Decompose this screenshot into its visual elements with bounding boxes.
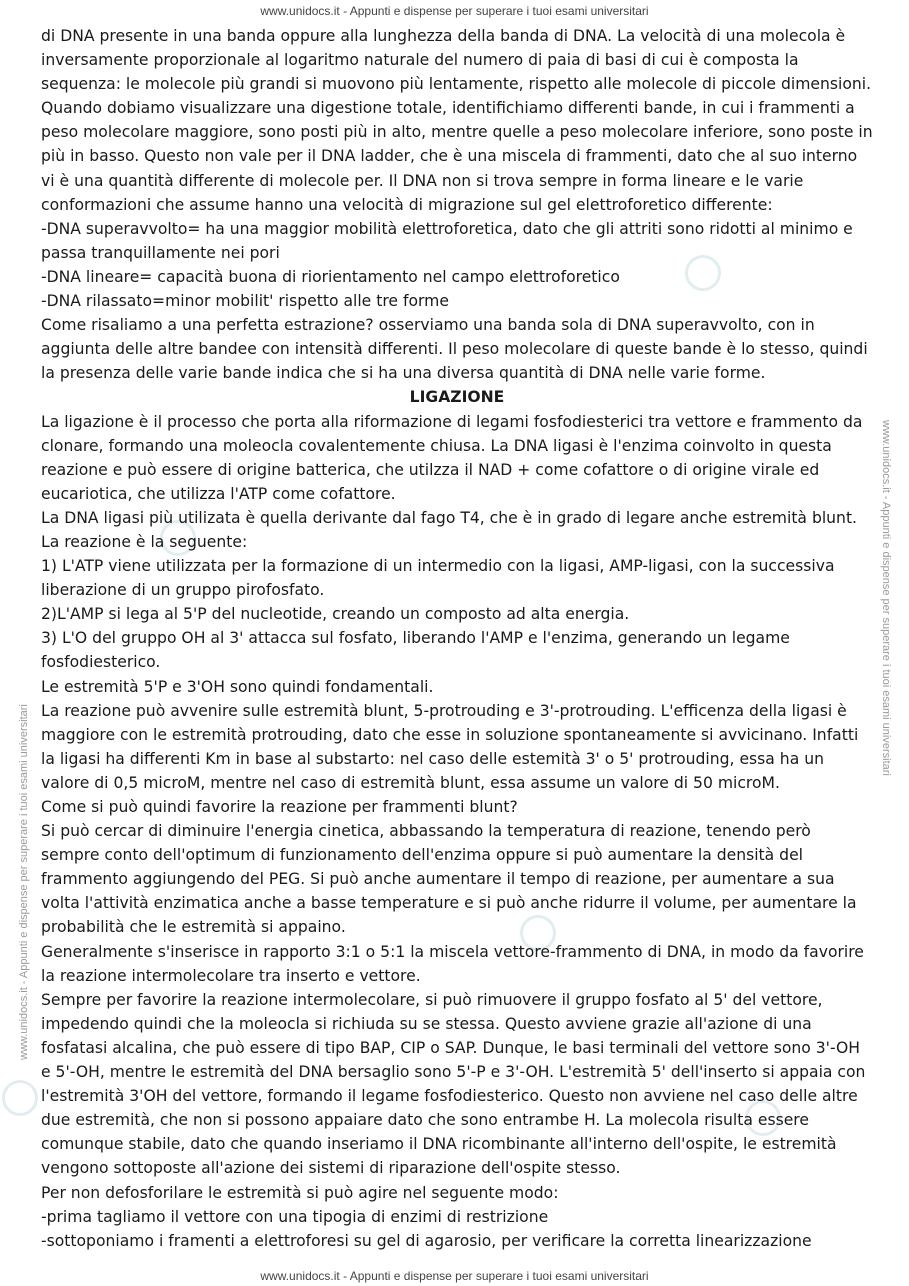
paragraph: La ligazione è il processo che porta alla riformazione di legami fosfodiesterici tra vettore e frammento da clonare, formando una moleocla covalentemente chiusa. La DNA ligasi è l'enzima coinvolto in questa reazione e può essere di origine batterica, che utilzza il NAD + come cofattore o di origine virale ed eucariotica, che utilizza l'ATP come cofattore. <box>41 412 863 503</box>
paragraph: -DNA superavvolto= ha una maggior mobilità elettroforetica, dato che gli attriti sono ridotti al minimo e passa tranquillamente nei pori <box>41 219 853 262</box>
paragraph: La reazione è la seguente: <box>41 532 248 551</box>
side-watermark-right: www.unidocs.it - Appunti e dispense per superare i tuoi esami universitari <box>880 420 892 776</box>
side-watermark-left: www.unidocs.it - Appunti e dispense per superare i tuoi esami universitari <box>18 704 30 1060</box>
paragraph: -DNA lineare= capacità buona di riorientamento nel campo elettroforetico <box>41 267 620 286</box>
paragraph: Si può cercar di diminuire l'energia cinetica, abbassando la temperatura di reazione, tenendo però sempre conto dell'optimum di funzionamento dell'enzima oppure si può aumentare la densità del frammento aggiungendo del PEG. Si può anche aumentare il tempo di reazione, per aumentare a sua volta l'attività enzimatica anche a basse temperature e si può anche ridurre il volume, per aumentare la probabilità che le estremità si appaino. <box>41 822 857 937</box>
paragraph: Sempre per favorire la reazione intermolecolare, si può rimuovere il gruppo fosfato al 5' del vettore, impedendo quindi che la moleocla si richiuda su se stessa. Questo avviene grazie all'azione di una fosfatasi alcalina, che può essere di tipo BAP, CIP o SAP. Dunque, le basi terminali del vettore sono 3'-OH e 5'-OH, mentre le estremità del DNA bersaglio sono 5'-P e 3'-OH. L'estremità 5' dell'inserto si appaia con l'estremità 3'OH del vettore, formando il legame fosfodiesterico. Questo non avviene nel caso delle altre due estremità, che non si possono appaiare dato che sono entrambe H. La molecola risulta essere comunque stabile, dato che quando inseriamo il DNA ricombinante all'interno dell'ospite, le estremità vengono sottoposte all'azione dei sistemi di riparazione dell'ospite stesso. <box>41 990 866 1178</box>
watermark-logo-icon <box>2 1080 38 1116</box>
paragraph: di DNA presente in una banda oppure alla lunghezza della banda di DNA. La velocità di una molecola è inversamente proporzionale al logaritmo naturale del numero di paia di basi di cui è composta la sequenza: le molecole più grandi si muovono più lentamente, rispetto alle molecole di piccole dimensioni. Quando dobiamo visualizzare una digestione totale, identifichiamo differenti bande, in cui i frammenti a peso molecolare maggiore, sono posti più in alto, mentre quelle a peso molecolare inferiore, sono poste in più in basso. Questo non vale per il DNA ladder, che è una miscela di frammenti, dato che al suo interno vi è una quantità differente di molecole per. Il DNA non si trova sempre in forma lineare e le varie conformazioni che assume hanno una velocità di migrazione sul gel elettroforetico differente: <box>41 27 873 214</box>
paragraph: -sottoponiamo i framenti a elettroforesi su gel di agarosio, per verificare la corretta linearizzazione <box>41 1231 812 1250</box>
page-header: www.unidocs.it - Appunti e dispense per superare i tuoi esami universitari <box>260 4 649 18</box>
paragraph: La DNA ligasi più utilizata è quella derivante dal fago T4, che è in grado di legare anche estremità blunt. <box>41 508 858 527</box>
paragraph: -prima tagliamo il vettore con una tipogia di enzimi di restrizione <box>41 1207 549 1226</box>
paragraph: Per non defosforilare le estremità si può agire nel seguente modo: <box>41 1183 559 1202</box>
section-heading: LIGAZIONE <box>409 388 505 407</box>
paragraph: 3) L'O del gruppo OH al 3' attacca sul fosfato, liberando l'AMP e l'enzima, generando un legame fosfodiesterico. <box>41 629 790 672</box>
paragraph: Le estremità 5'P e 3'OH sono quindi fondamentali. <box>41 677 434 696</box>
paragraph: -DNA rilassato=minor mobilit' rispetto alle tre forme <box>41 292 449 311</box>
document-body <box>41 24 873 1253</box>
paragraph: 1) L'ATP viene utilizzata per la formazione di un intermedio con la ligasi, AMP-ligasi, con la successiva liberazione di un gruppo pirofosfato. <box>41 557 835 600</box>
paragraph: 2)L'AMP si lega al 5'P del nucleotide, creando un composto ad alta energia. <box>41 605 630 624</box>
paragraph: Come risaliamo a una perfetta estrazione? osserviamo una banda sola di DNA superavvolto, con in aggiunta delle altre bandee con intensità differenti. Il peso molecolare di queste bande è lo stesso, quindi la presenza delle varie bande indica che si ha una diversa quantità di DNA nelle varie forme. <box>41 316 868 383</box>
paragraph: Come si può quindi favorire la reazione per frammenti blunt? <box>41 798 518 816</box>
page-footer: www.unidocs.it - Appunti e dispense per superare i tuoi esami universitari <box>260 1269 649 1283</box>
paragraph: Generalmente s'inserisce in rapporto 3:1 o 5:1 la miscela vettore-frammento di DNA, in modo da favorire la reazione intermolecolare tra inserto e vettore. <box>41 942 864 985</box>
paragraph: La reazione può avvenire sulle estremità blunt, 5-protrouding e 3'-protrouding. L'efficenza della ligasi è maggiore con le estremità protrouding, dato che esse in soluzione spontaneamente si avvicinano. Infatti la ligasi ha differenti Km in base al substarto: nel caso delle estemità 3' o 5' protrouding, essa ha un valore di 0,5 microM, mentre nel caso di estremità blunt, essa assume un valore di 50 microM. <box>41 701 859 792</box>
